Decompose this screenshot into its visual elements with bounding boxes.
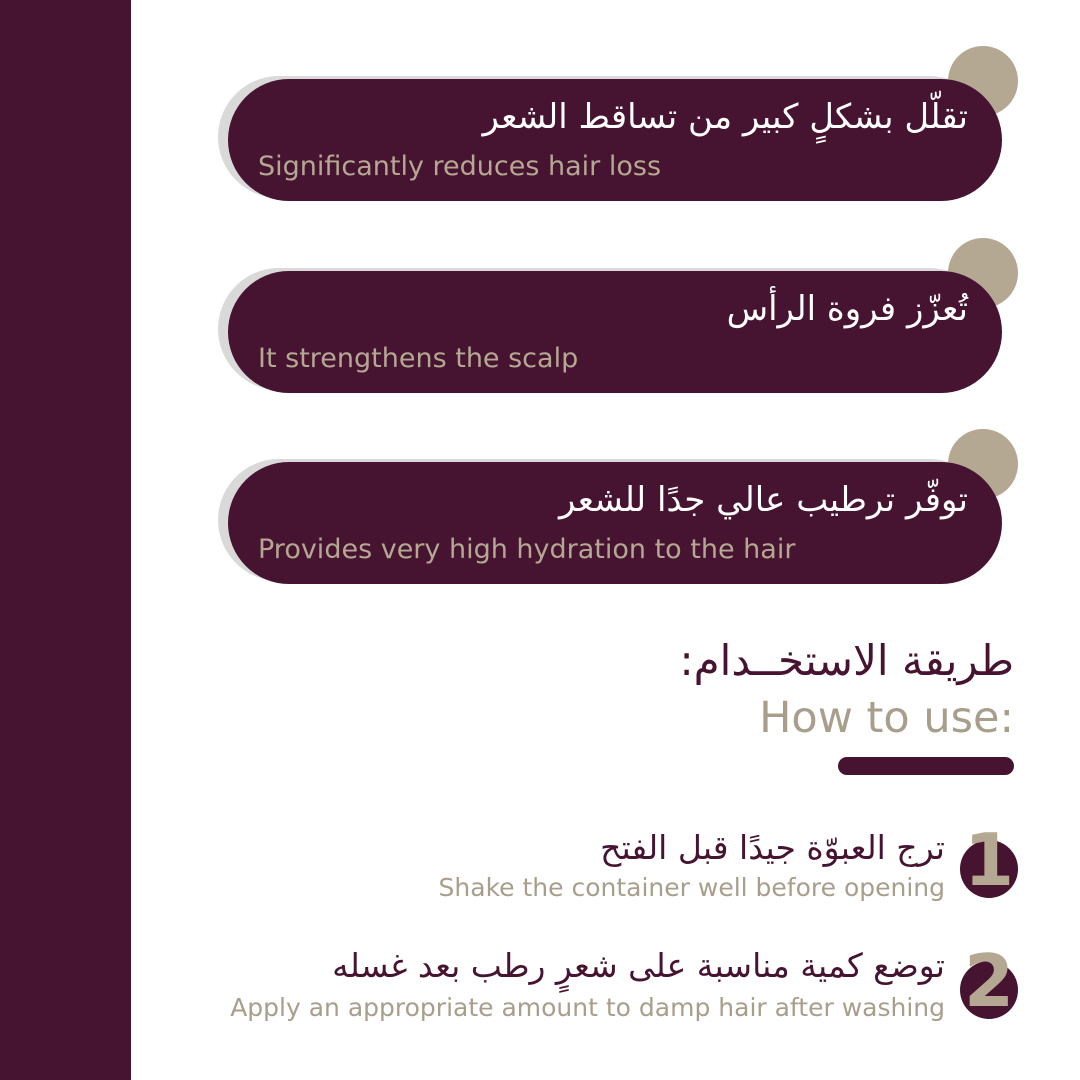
how-to-use-heading-english: How to use: xyxy=(759,693,1014,743)
benefit-english-text: Significantly reduces hair loss xyxy=(258,151,662,182)
benefit-card-body xyxy=(228,462,1002,584)
benefit-english-text: Provides very high hydration to the hair xyxy=(258,534,796,565)
benefit-card-body xyxy=(228,271,1002,393)
benefit-card-hair-loss xyxy=(218,46,1018,206)
heading-underline xyxy=(838,757,1014,775)
step-1-english-text: Shake the container well before opening xyxy=(438,873,945,902)
benefit-card-scalp xyxy=(218,238,1018,398)
step-number: 1 xyxy=(963,818,1015,902)
benefit-card-body xyxy=(228,79,1002,201)
how-to-use-heading-arabic: طريقة الاستخــدام: xyxy=(679,636,1014,685)
benefit-card-hydration xyxy=(218,429,1018,589)
benefit-arabic-text: تُعزّز فروة الرأس xyxy=(726,289,968,329)
step-2-arabic-text: توضع كمية مناسبة على شعرٍ رطب بعد غسله xyxy=(332,946,945,985)
step-number: 2 xyxy=(963,939,1015,1023)
side-color-bar xyxy=(0,0,131,1080)
step-2-english-text: Apply an appropriate amount to damp hair after washing xyxy=(230,993,945,1022)
benefit-arabic-text: تقلّل بشكلٍ كبير من تساقط الشعر xyxy=(482,97,968,137)
step-1-arabic-text: ترج العبوّة جيدًا قبل الفتح xyxy=(600,828,945,867)
benefit-arabic-text: توفّر ترطيب عالي جدًا للشعر xyxy=(559,480,968,520)
step-2-badge xyxy=(960,939,1018,1023)
benefit-english-text: It strengthens the scalp xyxy=(258,343,579,374)
step-1-badge xyxy=(960,818,1018,902)
